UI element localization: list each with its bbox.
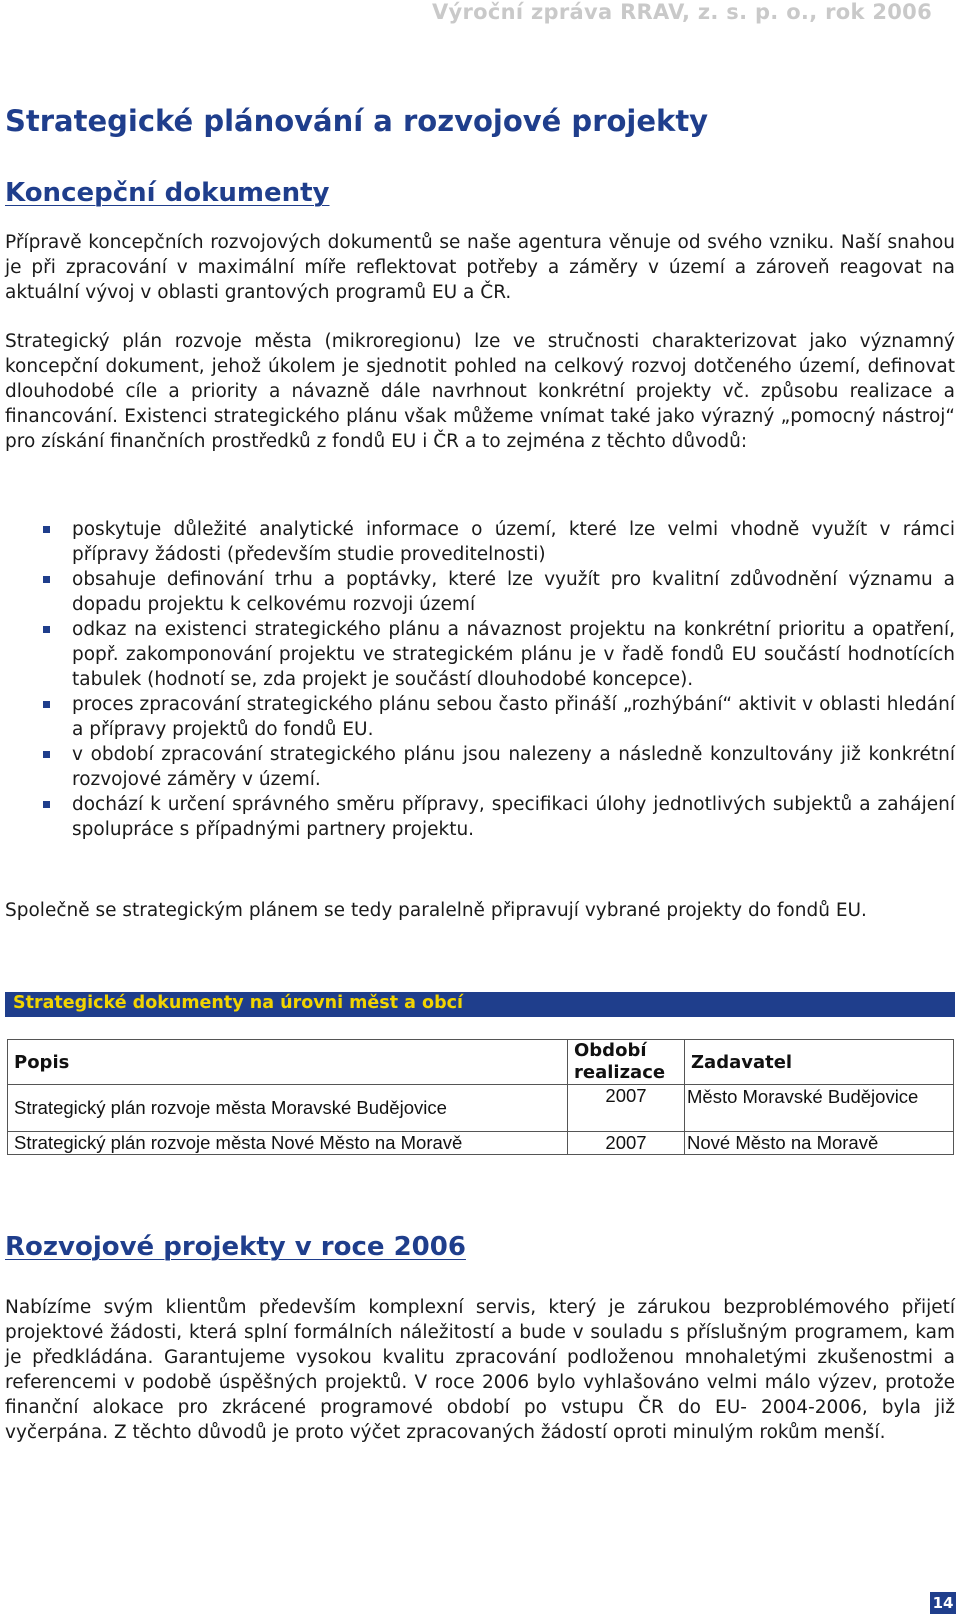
list-item: obsahuje definování trhu a poptávky, které lze využít pro kvalitní zdůvodnění významu a dopadu projektu k celkovému rozvoji území [40, 567, 955, 617]
square-bullet-icon [43, 801, 50, 808]
page-number: 14 [930, 1592, 956, 1614]
cell-desc: Strategický plán rozvoje města Nové Město na Moravě [8, 1132, 568, 1155]
closing-paragraph: Společně se strategickým plánem se tedy paralelně připravují vybrané projekty do fondů EU. [5, 900, 867, 921]
cell-client: Nové Město na Moravě [685, 1132, 954, 1155]
list-item: v období zpracování strategického plánu jsou nalezeny a následně konzultovány již konkrétní rozvojové záměry v území. [40, 742, 955, 792]
cell-client: Město Moravské Budějovice [685, 1085, 954, 1132]
list-item: poskytuje důležité analytické informace o území, které lze velmi vhodně využít v rámci přípravy žádosti (především studie proveditelnosti) [40, 517, 955, 567]
header-obdobi: Období realizace [568, 1040, 685, 1085]
intro-paragraph: Přípravě koncepčních rozvojových dokumentů se naše agentura věnuje od svého vzniku. Naší snahou je při zpracování v maximální míře reflektovat potřeby a záměry v území a zároveň reagovat na aktuální vývoj v oblasti grantových programů EU a ČR. [5, 232, 955, 303]
table-section-title: Strategické dokumenty na úrovni měst a obcí [13, 993, 463, 1013]
strategic-plan-paragraph: Strategický plán rozvoje města (mikroregionu) lze ve stručnosti charakterizovat jako významný koncepční dokument, jehož úkolem je sjednotit pohled na celkový rozvoj dotčeného území, definovat dlouhodobé cíle a priority a návazně dále navrhnout konkrétní projekty vč. způsobu realizace a financování. Existenci strategického plánu však můžeme vnímat také jako výrazný „pomocný nástroj“ pro získání finančních prostředků z fondů EU i ČR a to zejména z těchto důvodů: [5, 331, 955, 452]
square-bullet-icon [43, 751, 50, 758]
cell-desc: Strategický plán rozvoje města Moravské Budějovice [8, 1085, 568, 1132]
list-item: proces zpracování strategického plánu sebou často přináší „rozhýbání“ aktivit v oblasti hledání a přípravy projektů do fondů EU. [40, 692, 955, 742]
table-row [8, 1085, 954, 1132]
square-bullet-icon [43, 701, 50, 708]
reasons-list [40, 517, 955, 842]
strategic-documents-table [7, 1039, 954, 1155]
table-row [8, 1132, 954, 1155]
list-item: dochází k určení správného směru přípravy, specifikaci úlohy jednotlivých subjektů a zahájení spolupráce s případnými partnery projektu. [40, 792, 955, 842]
square-bullet-icon [43, 576, 50, 583]
cell-year: 2007 [568, 1132, 685, 1155]
header-zadavatel: Zadavatel [685, 1040, 954, 1085]
section-heading-koncepcni: Koncepční dokumenty [5, 178, 330, 208]
table-section-bar [5, 992, 955, 1017]
table-header-row [8, 1040, 954, 1085]
cell-year: 2007 [568, 1085, 685, 1132]
list-item: odkaz na existenci strategického plánu a návaznost projektu na konkrétní prioritu a opatření, popř. zakomponování projektu ve strategickém plánu je v řadě fondů EU součástí hodnotících tabulek (hodnotí se, zda projekt je součástí dlouhodobé koncepce). [40, 617, 955, 692]
projects-paragraph: Nabízíme svým klientům především komplexní servis, který je zárukou bezproblémového přijetí projektové žádosti, která splní formálních náležitostí a bude v souladu s příslušným programem, kam je předkládána. Garantujeme vysokou kvalitu zpracování podloženou mnohaletými zkušenostmi a referencemi v podobě úspěšných projektů. V roce 2006 bylo vyhlašováno velmi málo výzev, protože finanční alokace pro zkrácené programové období po vstupu ČR do EU- 2004-2006, byla již vyčerpána. Z těchto důvodů je proto výčet zpracovaných žádostí oproti minulým rokům menší. [5, 1297, 955, 1443]
document-header: Výroční zpráva RRAV, z. s. p. o., rok 2006 [431, 0, 932, 24]
page-title: Strategické plánování a rozvojové projekty [5, 104, 709, 138]
section-heading-rozvojove: Rozvojové projekty v roce 2006 [5, 1232, 466, 1262]
square-bullet-icon [43, 526, 50, 533]
square-bullet-icon [43, 626, 50, 633]
header-popis: Popis [8, 1040, 568, 1085]
